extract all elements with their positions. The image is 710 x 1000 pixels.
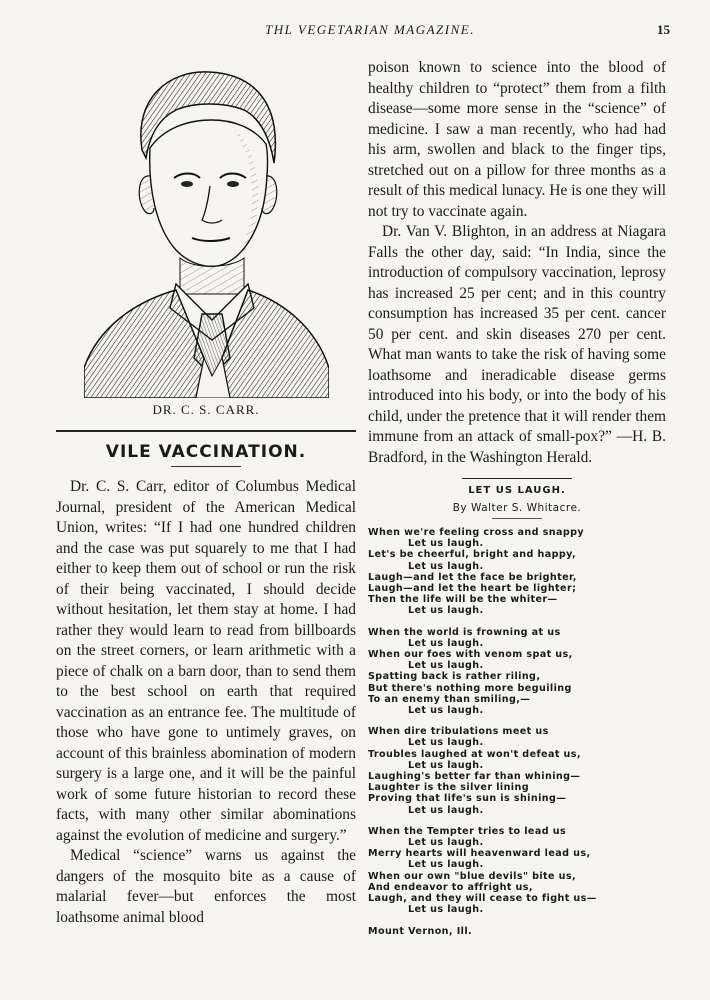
poem-line: When we're feeling cross and snappy [368,527,585,538]
poem-refrain-line: Let us laugh. [408,660,484,672]
poem-refrain-line: Let us laugh. [408,837,484,849]
article-paragraph: Dr. C. S. Carr, editor of Columbus Medical Journal, president of the American Medical Union, writes: “If I had one hundred children and the case was put squarely to me that I had either to keep them out of school or run the risk of their being vaccinated, I should decide without hesitation, let them stay at home. I had rather they would learn to read from billboards on the street corners, or learn arithmetic with a piece of chalk on a barn door, than to send them to the best school on earth that required vaccination as an entrance fee. The multitude of those who have gone to untimely graves, on account of this brainless abomination of modern surgery is a large one, and it will be the painful work of some future historian to record these facts, with many other similar abominations against the evolution of medicine and surgery.” [56,478,356,844]
poem-stanza [368,826,666,916]
article-continuation: Dr. Van V. Blighton, in an address at Niagara Falls the other day, said: “In India, since the introduction of compulsory vaccination, leprosy has increased 25 per cent; and in this country consumption has increased 35 per cent. cancer 50 per cent. and skin diseases 270 per cent. What man wants to take the risk of having some loathsome and ineradicable disease germs introduced into his body, or into the body of his child, under the pretence that it will render them immune from an attack of small-pox?” —H. B. Bradford, in the Washington Herald. [368,223,666,466]
poem-author-rule [492,518,542,519]
portrait-engraving-icon [84,58,329,398]
poem-line: When the Tempter tries to lead us [368,825,567,837]
left-column [56,58,356,928]
article-paragraph: Medical “science” warns us against the dangers of the mosquito bite as a cause of malarial fever—but enforces the most loathsome animal blood [56,847,356,926]
poem-line: To an enemy than smiling,— [368,693,531,705]
poem-line: Merry hearts will heavenward lead us, [368,848,591,860]
poem-refrain-line: Let us laugh. [408,560,484,572]
poem-stanza [368,627,666,717]
portrait-illustration [56,58,356,420]
article-continuation: poison known to science into the blood of healthy children to “protect” them from a filth disease—some more sense in the “science” of medicine. I saw a man recently, who had had his arm, swollen and black to the finger tips, stretched out on a pillow for three months as a result of this medical lunacy. He is one they will not try to vaccinate again. [368,59,666,220]
poem-place: Mount Vernon, Ill. [368,925,473,937]
poem-refrain-line: Let us laugh. [408,804,484,816]
poem-line: Proving that life's sun is shining— [368,793,567,805]
poem-line: When dire tribulations meet us [368,726,549,738]
running-title: THL VEGETARIAN MAGAZINE. [265,22,475,37]
poem-divider [462,478,572,479]
poem-stanza [368,726,666,816]
poem-line: Laugh—and let the heart be lighter; [368,583,577,595]
poem-line: But there's nothing more beguiling [368,682,572,694]
poem-line: When the world is frowning at us [368,626,561,638]
poem-line: When our own "blue devils" bite us, [368,870,577,882]
poem-body [368,527,666,916]
poem-title: LET US LAUGH. [468,485,566,496]
running-head [0,22,710,42]
poem-line: Laughter is the silver lining [368,782,529,794]
poem-refrain-line: Let us laugh. [408,859,484,871]
poem-line: Laugh, and they will cease to fight us— [368,893,597,905]
poem-line: Spatting back is rather riling, [368,671,541,683]
right-column [368,58,666,937]
poem-refrain-line: Let us laugh. [408,605,484,617]
poem-line: Laugh—and let the face be brighter, [368,571,577,583]
poem-refrain-line: Let us laugh. [408,737,484,749]
poem-line: Let's be cheerful, bright and happy, [368,549,577,561]
section-divider [56,430,356,432]
page-number: 15 [657,22,670,37]
poem-author: By Walter S. Whitacre. [452,502,582,514]
poem-line: When our foes with venom spat us, [368,649,573,661]
poem-refrain-line: Let us laugh. [408,759,484,771]
poem-line: And endeavor to affright us, [368,881,533,893]
poem-line: Then the life will be the whiter— [368,594,558,606]
portrait-caption: DR. C. S. CARR. [152,402,260,417]
article-title: VILE VACCINATION. [105,442,307,462]
poem-refrain-line: Let us laugh. [408,637,484,649]
title-underline [171,466,241,467]
poem-refrain-line: Let us laugh. [408,538,484,550]
poem-stanza [368,527,666,617]
poem-line: Laughing's better far than whining— [368,771,581,783]
poem-refrain-line: Let us laugh. [408,705,484,717]
poem-refrain-line: Let us laugh. [408,904,484,916]
poem-line: Troubles laughed at won't defeat us, [368,748,581,760]
